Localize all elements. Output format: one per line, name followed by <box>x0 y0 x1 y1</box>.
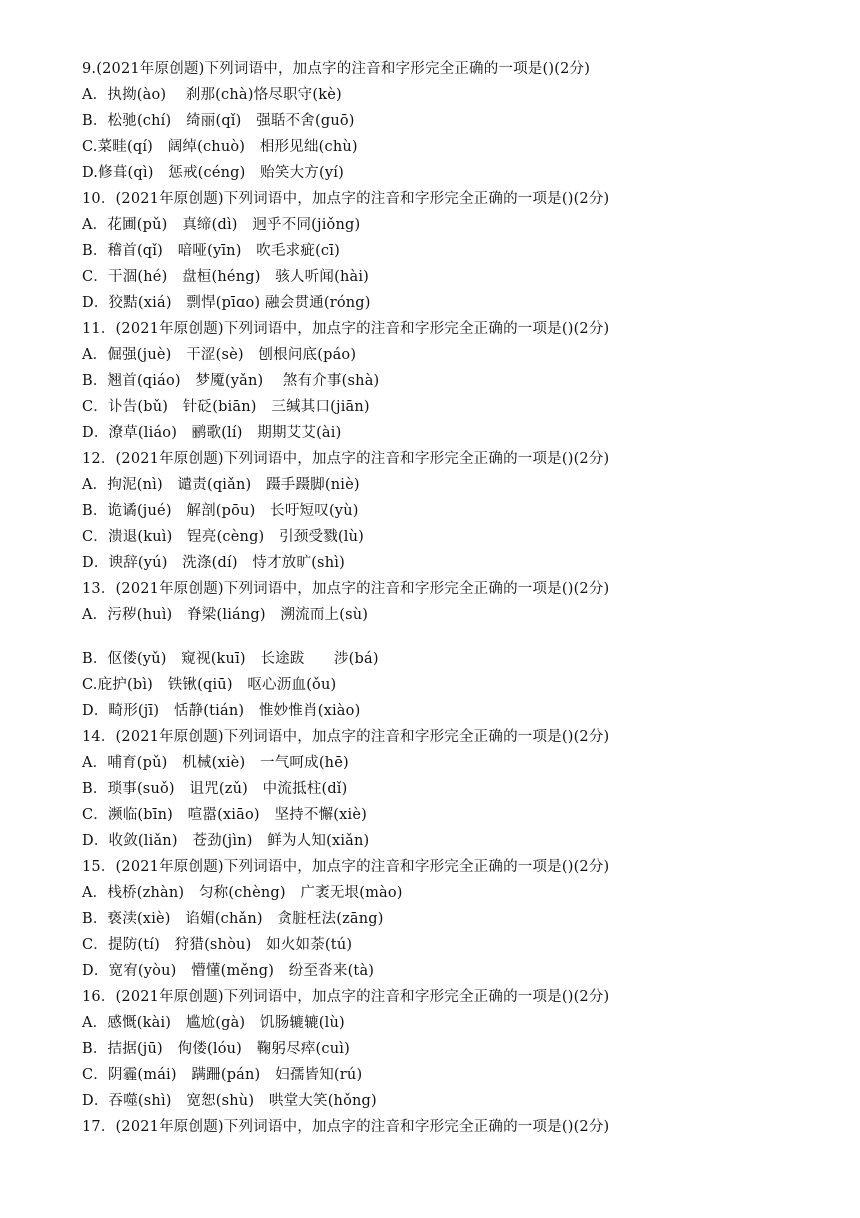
question-10-option-c: C．干涸(hé) 盘桓(héng) 骇人听闻(hài) <box>82 269 370 285</box>
question-10-option-b: B．稽首(qǐ) 喑哑(yīn) 吹毛求疵(cī) <box>82 243 340 259</box>
blank-spacer <box>82 628 802 646</box>
question-10-option-d: D．狡黠(xiá) 剽悍(pīɑo) 融会贯通(róng) <box>82 295 371 311</box>
question-15-option-a: A．栈桥(zhàn) 匀称(chèng) 广袤无垠(mào) <box>82 885 403 901</box>
question-16-option-b: B．拮据(jū) 佝偻(lóu) 鞠躬尽瘁(cuì) <box>82 1041 350 1057</box>
exam-page <box>82 56 802 1140</box>
question-11-option-a: A．倔强(juè) 干涩(sè) 刨根问底(páo) <box>82 347 357 363</box>
question-11-option-c: C．讣告(bǔ) 针砭(biān) 三缄其口(jiān) <box>82 399 370 415</box>
question-12-option-b: B．诡谲(jué) 解剖(pōu) 长吁短叹(yù) <box>82 503 359 519</box>
question-15-option-d: D．宽宥(yòu) 懵懂(měng) 纷至沓来(tà) <box>82 963 375 979</box>
question-11-stem: 11．(2021年原创题)下列词语中，加点字的注音和字形完全正确的一项是()(2分) <box>82 321 610 337</box>
question-9-option-d: D.修葺(qì) 惩戒(céng) 贻笑大方(yí) <box>82 165 344 181</box>
question-15-stem: 15．(2021年原创题)下列词语中，加点字的注音和字形完全正确的一项是()(2分) <box>82 859 610 875</box>
question-16-option-c: C．阴霾(mái) 蹒跚(pán) 妇孺皆知(rú) <box>82 1067 363 1083</box>
question-14-stem: 14．(2021年原创题)下列词语中，加点字的注音和字形完全正确的一项是()(2分) <box>82 729 610 745</box>
question-16-option-a: A．感慨(kài) 尴尬(gà) 饥肠辘辘(lù) <box>82 1015 345 1031</box>
question-14-option-d: D．收敛(liǎn) 苍劲(jìn) 鲜为人知(xiǎn) <box>82 833 370 849</box>
question-9-option-c: C.菜畦(qí) 阔绰(chuò) 相形见绌(chù) <box>82 139 358 155</box>
question-12-option-c: C．溃退(kuì) 锃亮(cèng) 引颈受戮(lù) <box>82 529 364 545</box>
question-13-option-c: C.庇护(bì) 铁锹(qiū) 呕心沥血(ǒu) <box>82 677 337 693</box>
question-16-stem: 16．(2021年原创题)下列词语中，加点字的注音和字形完全正确的一项是()(2分) <box>82 989 610 1005</box>
question-10-stem: 10．(2021年原创题)下列词语中，加点字的注音和字形完全正确的一项是()(2分) <box>82 191 610 207</box>
question-16-option-d: D．吞噬(shì) 宽恕(shù) 哄堂大笑(hǒng) <box>82 1093 377 1109</box>
question-12-option-a: A．拘泥(nì) 谴责(qiǎn) 蹑手蹑脚(niè) <box>82 477 360 493</box>
question-14-option-b: B．琐事(suǒ) 诅咒(zǔ) 中流抵柱(dǐ) <box>82 781 348 797</box>
question-12-stem: 12．(2021年原创题)下列词语中，加点字的注音和字形完全正确的一项是()(2分) <box>82 451 610 467</box>
question-15-option-b: B．亵渎(xiè) 谄媚(chǎn) 贪脏枉法(zāng) <box>82 911 384 927</box>
question-13-option-d: D．畸形(jī) 恬静(tián) 惟妙惟肖(xiào) <box>82 703 361 719</box>
question-14-option-a: A．哺育(pǔ) 机械(xiè) 一气呵成(hē) <box>82 755 349 771</box>
question-13-option-b: B．伛偻(yǔ) 窥视(kuī) 长途跋 涉(bá) <box>82 651 379 667</box>
question-11-option-d: D．潦草(liáo) 鹂歌(lí) 期期艾艾(ài) <box>82 425 342 441</box>
question-11-option-b: B．翘首(qiáo) 梦魇(yǎn) 煞有介事(shà) <box>82 373 380 389</box>
question-14-option-c: C．濒临(bīn) 喧嚣(xiāo) 坚持不懈(xiè) <box>82 807 367 823</box>
question-15-option-c: C．提防(tí) 狩猎(shòu) 如火如荼(tú) <box>82 937 353 953</box>
question-9-stem: 9.(2021年原创题)下列词语中，加点字的注音和字形完全正确的一项是()(2分) <box>82 61 591 77</box>
question-9-option-a: A．执拗(ào) 刹那(chà)恪尽职守(kè) <box>82 87 342 103</box>
question-10-option-a: A．花圃(pǔ) 真缔(dì) 迥乎不同(jiǒng) <box>82 217 361 233</box>
question-9-option-b: B．松驰(chí) 绮丽(qǐ) 强聒不舍(guō) <box>82 113 355 129</box>
question-13-stem: 13．(2021年原创题)下列词语中，加点字的注音和字形完全正确的一项是()(2分) <box>82 581 610 597</box>
question-13-option-a: A．污秽(huì) 脊梁(liáng) 溯流而上(sù) <box>82 607 369 623</box>
question-17-stem: 17．(2021年原创题)下列词语中，加点字的注音和字形完全正确的一项是()(2分) <box>82 1119 610 1135</box>
question-12-option-d: D．谀辞(yú) 洗涤(dí) 恃才放旷(shì) <box>82 555 345 571</box>
